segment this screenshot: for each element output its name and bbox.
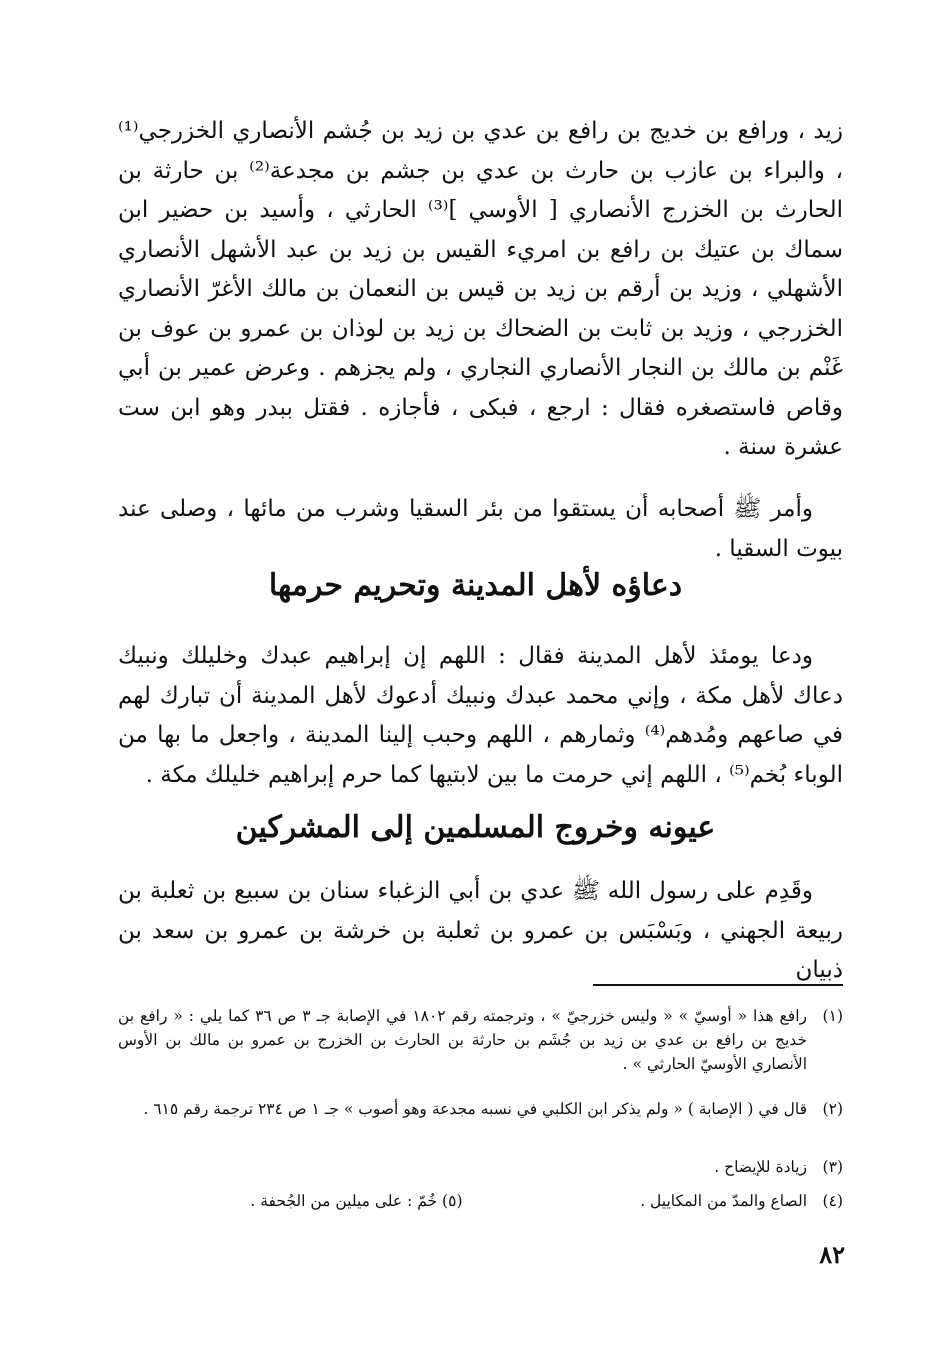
footnote-2	[118, 1097, 843, 1121]
footnote-3	[118, 1155, 843, 1179]
paragraph-scouts-text: وقَدِم على رسول الله ﷺ عدي بن أبي الزغباء سنان بن سبيع بن ثعلبة بن ربيعة الجهني ، وبَسْبَس بن عمرو بن ثعلبة بن خرشة بن عمرو بن سعد بن ذبيان	[118, 878, 843, 983]
footnote-3-text: زيادة للإيضاح .	[714, 1158, 807, 1176]
section-heading-medina-prayer: دعاؤه لأهل المدينة وتحريم حرمها	[268, 568, 683, 603]
paragraph-saqya-text: وأمر ﷺ أصحابه أن يستقوا من بئر السقيا وشرب من مائها ، وصلى عند بيوت السقيا .	[118, 496, 843, 562]
footnote-divider	[593, 984, 843, 986]
footnote-1	[118, 1004, 843, 1076]
footnote-2-text: قال في ( الإصابة ) « ولم يذكر ابن الكلبي في نسبه مجدعة وهو أصوب » جـ ١ ص ٢٣٤ ترجمة رقم ٦١٥ .	[143, 1100, 807, 1118]
paragraph-lineage: زيد ، ورافع بن خديج بن رافع بن عدي بن زيد بن جُشم الأنصاري الخزرجي⁽¹⁾ ، والبراء بن عازب بن حارث بن عدي بن جشم بن مجدعة⁽²⁾ بن حارثة بن الحارث بن الخزرج الأنصاري [ الأوسي ]⁽³⁾ الحارثي ، وأسيد بن حضير ابن سماك بن عتيك بن رافع بن امريء القيس بن زيد بن عبد الأشهل الأنصاري الأشهلي ، وزيد بن أرقم بن زيد بن قيس بن النعمان بن مالك الأغرّ الأنصاري الخزرجي ، وزيد بن ثابت بن الضحاك بن زيد بن لوذان بن عمرو بن عوف بن غَنْم بن مالك بن النجار الأنصاري النجاري ، ولم يجزهم . وعرض عمير بن أبي وقاص فاستصغره فقال : ارجع ، فبكى ، فأجازه . فقتل ببدر وهو ابن ست عشرة سنة .	[118, 118, 844, 460]
paragraph-medina-prayer	[118, 637, 843, 795]
section-heading-scouts: عيونه وخروج المسلمين إلى المشركين	[235, 810, 716, 845]
paragraph-medina-text: ودعا يومئذ لأهل المدينة فقال : اللهم إن إبراهيم عبدك وخليلك ونبيك دعاك لأهل مكة ، وإني محمد عبدك ونبيك أدعوك لأهل المدينة أن تبارك لهم في صاعهم ومُدهم⁽⁴⁾ وثمارهم ، اللهم وحبب إلينا المدينة ، واجعل ما بها من الوباء بُخم⁽⁵⁾ ، اللهم إني حرمت ما بين لابتيها كما حرم إبراهيم خليلك مكة .	[118, 643, 844, 788]
footnote-3-number: (٣)	[822, 1158, 843, 1176]
footnote-4-text: الصاع والمدّ من المكاييل .	[640, 1192, 807, 1210]
footnote-5-text: (٥) خُمّ : على ميلين من الجُحفة .	[250, 1192, 463, 1210]
footnote-1-number: (١)	[822, 1007, 843, 1025]
footnote-1-text: رافع هذا « أوسيّ » « وليس خزرجيّ » ، وترجمته رقم ١٨٠٢ في الإصابة جـ ٣ ص ٣٦ كما يلي : « رافع بن خديج بن رافع بن عدي بن زيد بن جُشَم بن حارثة بن الحارث بن الخزرج بن عمرو بن مالك بن الأوس الأنصاري الأوسيّ الحارثي » .	[118, 1007, 807, 1073]
paragraph-saqya-well	[118, 490, 843, 569]
footnote-2-number: (٢)	[822, 1100, 843, 1118]
footnote-4-5-row	[118, 1189, 843, 1213]
footnote-4-number: (٤)	[822, 1192, 843, 1210]
paragraph-scouts	[118, 872, 843, 991]
page-number: ٨٢	[819, 1240, 845, 1269]
